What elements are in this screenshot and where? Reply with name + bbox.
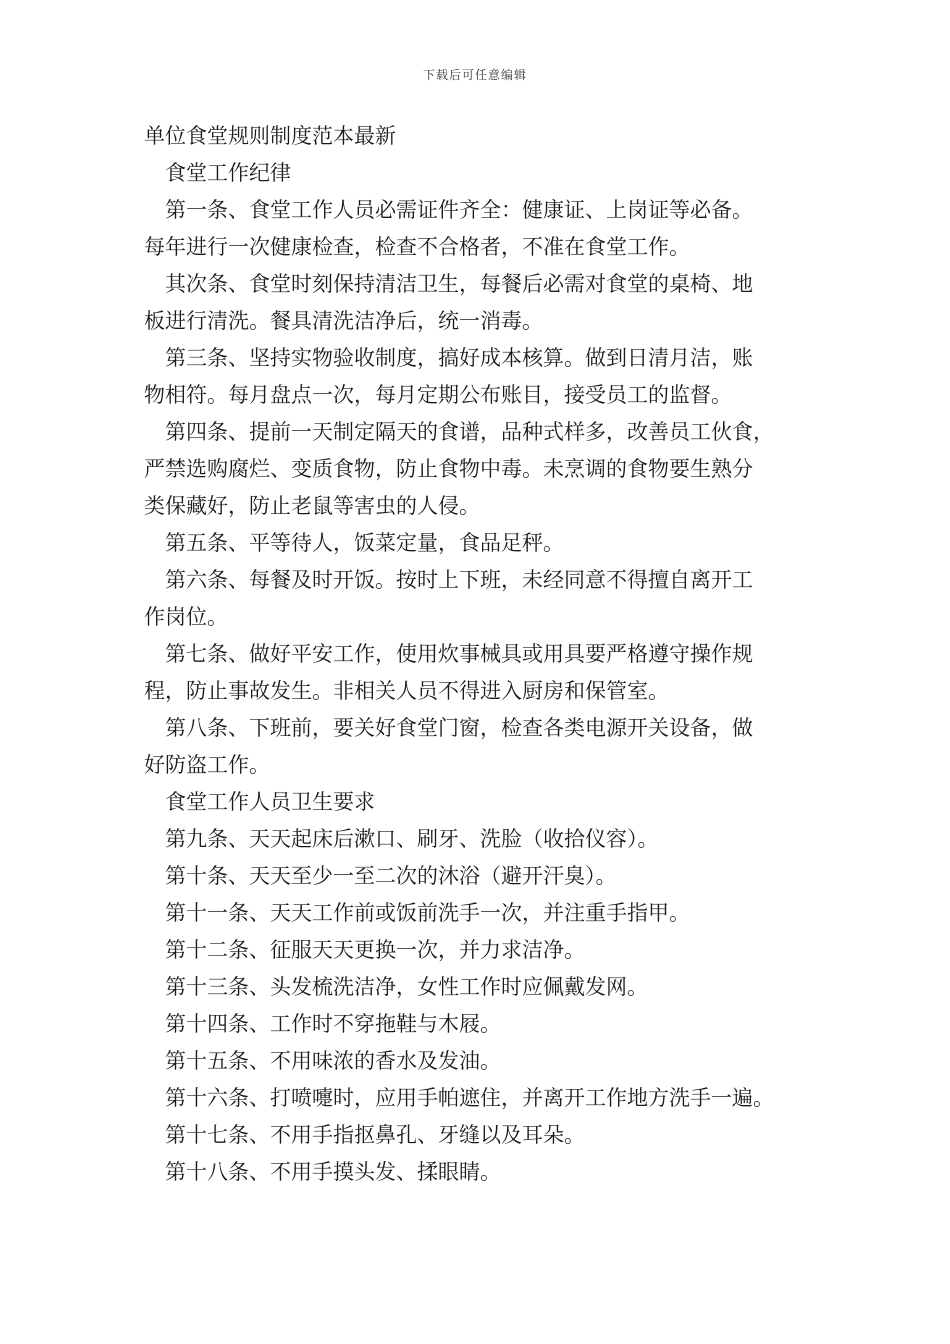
article-line: 程，防止事故发生。非相关人员不得进入厨房和保管室。 xyxy=(144,679,669,703)
article-line: 严禁选购腐烂、变质食物，防止食物中毒。未烹调的食物要生熟分 xyxy=(144,457,753,481)
article-line: 第十四条、工作时不穿拖鞋与木屐。 xyxy=(165,1012,501,1036)
section-heading-discipline: 食堂工作纪律 xyxy=(165,161,291,185)
article-line: 其次条、食堂时刻保持清洁卫生，每餐后必需对食堂的桌椅、地 xyxy=(165,272,753,296)
article-line: 作岗位。 xyxy=(144,605,228,629)
article-line: 第一条、食堂工作人员必需证件齐全：健康证、上岗证等必备。 xyxy=(165,198,753,222)
article-line: 第十三条、头发梳洗洁净，女性工作时应佩戴发网。 xyxy=(165,975,648,999)
article-line: 第十条、天天至少一至二次的沐浴（避开汗臭）。 xyxy=(165,864,617,888)
article-line: 好防盗工作。 xyxy=(144,753,270,777)
article-line: 第十一条、天天工作前或饭前洗手一次，并注重手指甲。 xyxy=(165,901,690,925)
article-line: 第九条、天天起床后漱口、刷牙、洗脸（收拾仪容）。 xyxy=(165,827,659,851)
document-title: 单位食堂规则制度范本最新 xyxy=(144,124,396,148)
section-heading-hygiene: 食堂工作人员卫生要求 xyxy=(165,790,375,814)
article-line: 第十二条、征服天天更换一次，并力求洁净。 xyxy=(165,938,585,962)
article-line: 第四条、提前一天制定隔天的食谱，品种式样多，改善员工伙食， xyxy=(165,420,774,444)
document-body xyxy=(144,118,809,1191)
article-line: 第六条、每餐及时开饭。按时上下班，未经同意不得擅自离开工 xyxy=(165,568,753,592)
article-line: 物相符。每月盘点一次，每月定期公布账目，接受员工的监督。 xyxy=(144,383,732,407)
article-line: 第五条、平等待人，饭菜定量，食品足秤。 xyxy=(165,531,564,555)
article-line: 第八条、下班前，要关好食堂门窗，检查各类电源开关设备，做 xyxy=(165,716,753,740)
article-line: 板进行清洗。餐具清洗洁净后，统一消毒。 xyxy=(144,309,543,333)
article-line: 第十五条、不用味浓的香水及发油。 xyxy=(165,1049,501,1073)
article-line: 第十七条、不用手指抠鼻孔、牙缝以及耳朵。 xyxy=(165,1123,585,1147)
article-line: 每年进行一次健康检查，检查不合格者，不准在食堂工作。 xyxy=(144,235,690,259)
header-note: 下载后可任意编辑 xyxy=(422,68,527,82)
article-line: 第十八条、不用手摸头发、揉眼睛。 xyxy=(165,1160,501,1184)
article-line: 第三条、坚持实物验收制度，搞好成本核算。做到日清月洁，账 xyxy=(165,346,753,370)
article-line: 第七条、做好平安工作，使用炊事械具或用具要严格遵守操作规 xyxy=(165,642,753,666)
article-line: 第十六条、打喷嚏时，应用手帕遮住，并离开工作地方洗手一遍。 xyxy=(165,1086,774,1110)
article-line: 类保藏好，防止老鼠等害虫的人侵。 xyxy=(144,494,480,518)
